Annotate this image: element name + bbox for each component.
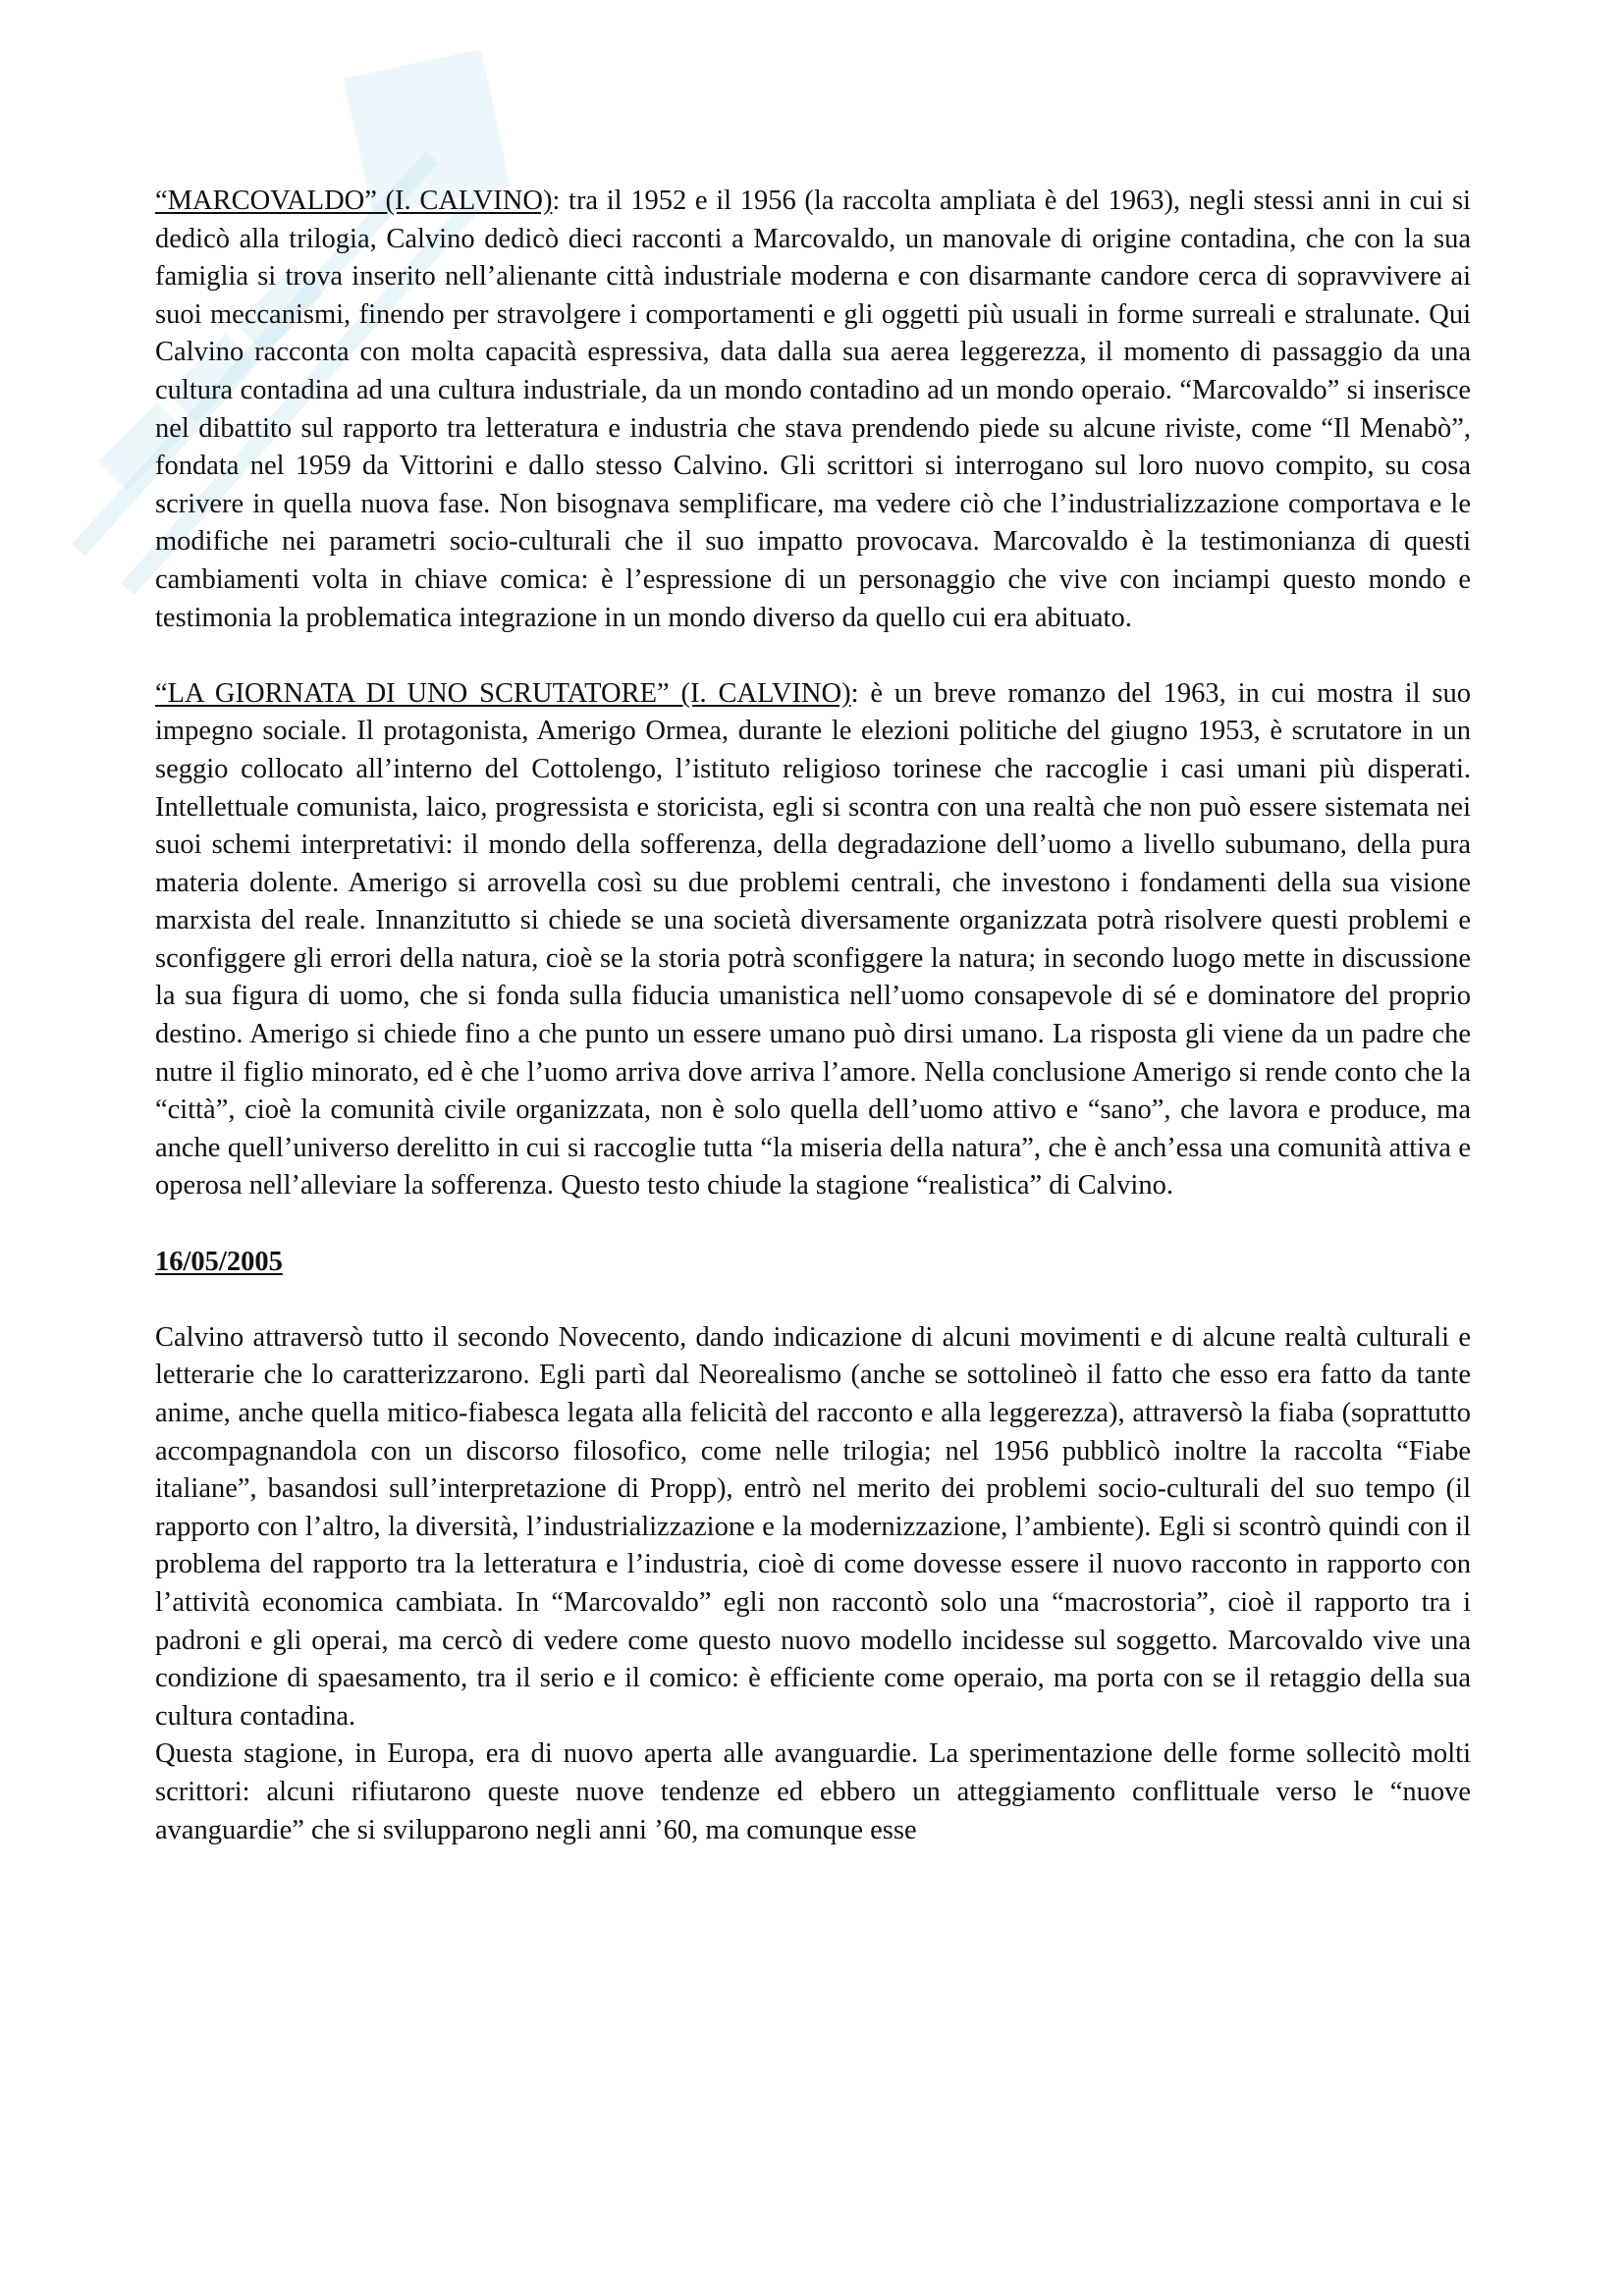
date-heading-text: 16/05/2005 (155, 1246, 283, 1277)
paragraph-gap (155, 1281, 1471, 1319)
section-novecento-para1: Calvino attraversò tutto il secondo Novecento, dando indicazione di alcuni movimenti e di alcune realtà culturali e letterarie che lo caratterizzarono. Egli partì dal Neorealismo (anche se sottolineò il fatto che esso era fatto da tante anime, anche quella mitico-fiabesca legata alla felicità del racconto e alla leggerezza), attraversò la fiaba (soprattutto accompagnandola con un discorso filosofico, come nelle trilogia; nel 1956 pubblicò inoltre la raccolta “Fiabe italiane”, basandosi sull’interpretazione di Propp), entrò nel merito dei problemi socio-culturali del suo tempo (il rapporto con l’altro, la diversità, l’industrializzazione e la modernizzazione, l’ambiente). Egli si scontrò quindi con il problema del rapporto tra la letteratura e l’industria, cioè di come dovesse essere il nuovo racconto in rapporto con l’attività economica cambiata. In “Marcovaldo” egli non raccontò solo una “macrostoria”, cioè il rapporto tra i padroni e gli operai, ma cercò di vedere come questo nuovo modello incidesse sul soggetto. Marcovaldo vive una condizione di spaesamento, tra il serio e il comico: è efficiente come operaio, ma porta con se il retaggio della sua cultura contadina. (155, 1321, 1471, 1732)
section-body-marcovaldo: : tra il 1952 e il 1956 (la raccolta ampliata è del 1963), negli stessi anni in cui si dedicò alla trilogia, Calvino dedicò dieci racconti a Marcovaldo, un manovale di origine contadina, che con la sua famiglia si trova inserito nell’alienante città industriale moderna e con disarmante candore cerca di sopravvivere ai suoi meccanismi, finendo per stravolgere i comportamenti e gli oggetti più usuali in forme surreali e stralunate. Qui Calvino racconta con molta capacità espressiva, data dalla sua aerea leggerezza, il momento di passaggio da una cultura contadina ad una cultura industriale, da un mondo contadino ad un mondo operaio. “Marcovaldo” si inserisce nel dibattito sul rapporto tra letteratura e industria che stava prendendo piede su alcune riviste, come “Il Menabò”, fondata nel 1959 da Vittorini e dallo stesso Calvino. Gli scrittori si interrogano sul loro nuovo compito, su cosa scrivere in quella nuova fase. Non bisognava semplificare, ma vedere ciò che l’industrializzazione comportava e le modifiche nei parametri socio-culturali che il suo impatto provocava. Marcovaldo è la testimonianza di questi cambiamenti volta in chiave comica: è l’espressione di un personaggio che vive con inciampi questo mondo e testimonia la problematica integrazione in un mondo diverso da quello cui era abituato. (155, 186, 1471, 633)
section-scrutatore (155, 675, 1471, 1205)
section-marcovaldo (155, 183, 1471, 637)
date-heading (155, 1244, 1471, 1282)
document-page (155, 183, 1471, 1849)
section-body-scrutatore: : è un breve romanzo del 1963, in cui mostra il suo impegno sociale. Il protagonista, Amerigo Ormea, durante le elezioni politiche del giugno 1953, è scrutatore in un seggio collocato all’interno del Cottolengo, l’istituto religioso torinese che raccoglie i casi umani più disperati. Intellettuale comunista, laico, progressista e storicista, egli si scontra con una realtà che non può essere sistemata nei suoi schemi interpretativi: il mondo della sofferenza, della degradazione dell’uomo a livello subumano, della pura materia dolente. Amerigo si arrovella così su due problemi centrali, che investono i fondamenti della sua visione marxista del reale. Innanzitutto si chiede se una società diversamente organizzata potrà risolvere questi problemi e sconfiggere gli errori della natura, cioè se la storia potrà sconfiggere la natura; in secondo luogo mette in discussione la sua figura di uomo, che si fonda sulla fiducia umanistica nell’uomo consapevole di sé e dominatore del proprio destino. Amerigo si chiede fino a che punto un essere umano può dirsi umano. La risposta gli viene da un padre che nutre il figlio minorato, ed è che l’uomo arriva dove arriva l’amore. Nella conclusione Amerigo si rende conto che la “città”, cioè la comunità civile organizzata, non è solo quella dell’uomo attivo e “sano”, che lavora e produce, ma anche quell’universo derelitto in cui si raccoglie tutta “la miseria della natura”, che è anch’essa una comunità attiva e operosa nell’alleviare la sofferenza. Questo testo chiude la stagione “realistica” di Calvino. (155, 677, 1471, 1201)
paragraph-gap (155, 637, 1471, 675)
section-title-scrutatore: “LA GIORNATA DI UNO SCRUTATORE” (I. CALVINO) (155, 677, 851, 709)
section-novecento-para2: Questa stagione, in Europa, era di nuovo aperta alle avanguardie. La sperimentazione delle forme sollecitò molti scrittori: alcuni rifiutarono queste nuove tendenze ed ebbero un atteggiamento conflittuale verso le “nuove avanguardie” che si svilupparono negli anni ’60, ma comunque esse (155, 1738, 1471, 1845)
section-title-marcovaldo: “MARCOVALDO” (I. CALVINO) (155, 186, 553, 216)
paragraph-gap (155, 1205, 1471, 1244)
